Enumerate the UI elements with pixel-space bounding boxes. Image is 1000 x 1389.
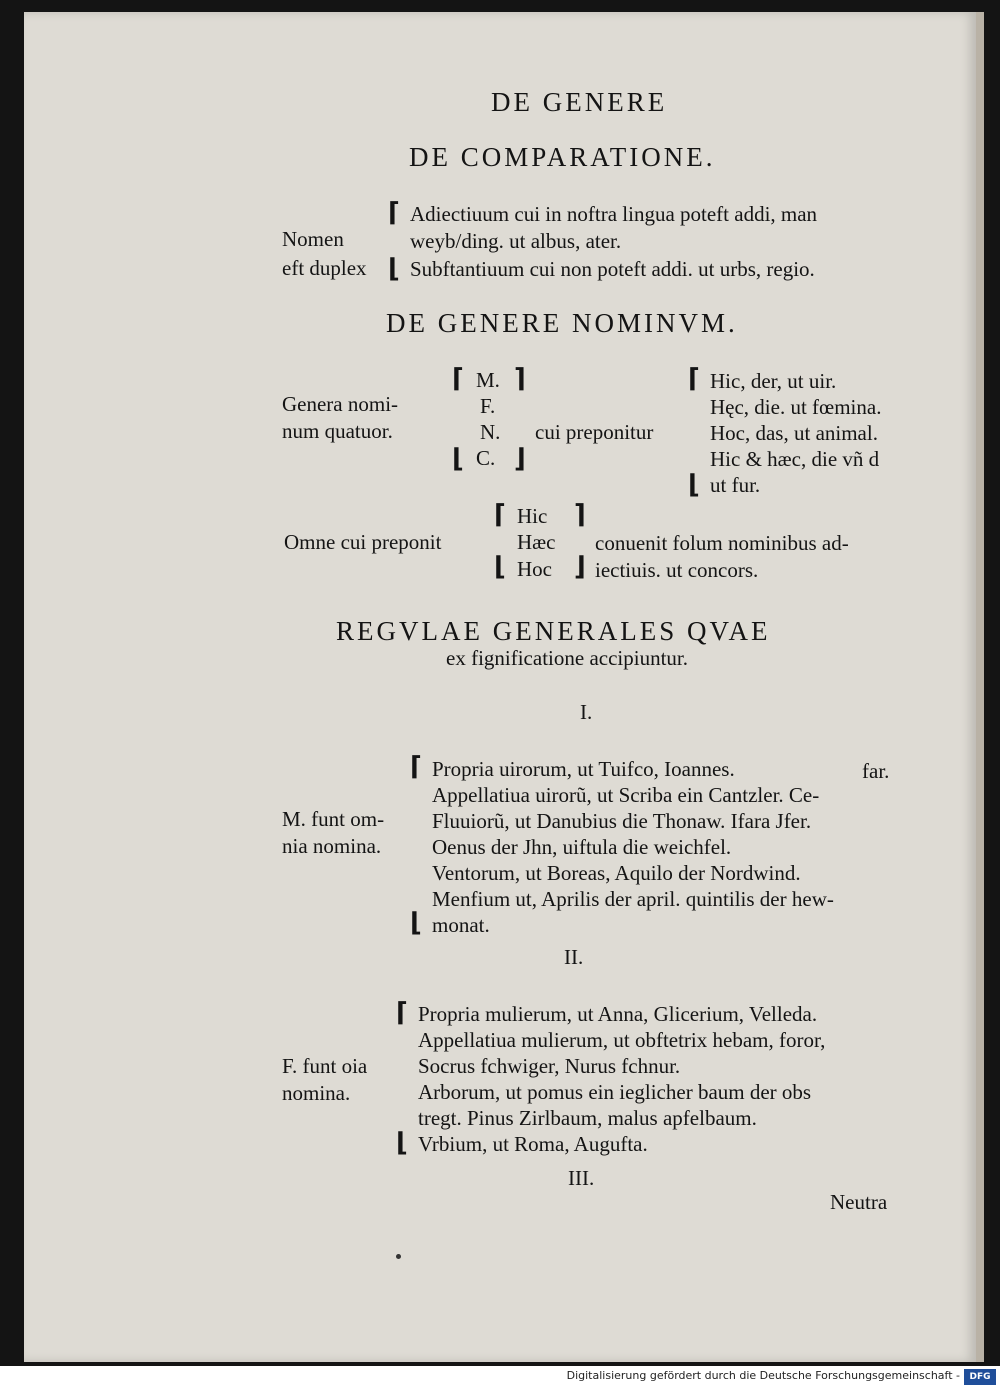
rule1-line-4: Oenus der Jhn, uiftula die weichfel. bbox=[432, 835, 732, 859]
section1-left-line-1: Nomen bbox=[282, 227, 344, 251]
section-title-genere-nominum: DE GENERE NOMINVM. bbox=[386, 308, 738, 338]
omne-right-line-1: conuenit folum nominibus ad- bbox=[595, 531, 849, 555]
brace-top: ⌈ bbox=[388, 198, 400, 228]
rule2-left-line-2: nomina. bbox=[282, 1081, 351, 1105]
section1-left-line-2: eft duplex bbox=[282, 256, 367, 280]
dfg-logo-icon: DFG bbox=[964, 1369, 996, 1385]
article-line-2: Hęc, die. ut fœmina. bbox=[710, 395, 882, 419]
cui-preponitur: cui preponitur bbox=[535, 420, 654, 444]
brace-top: ⌈ bbox=[688, 364, 700, 394]
brace-bottom-right: ⌋ bbox=[514, 444, 526, 474]
article-line-3: Hoc, das, ut animal. bbox=[710, 421, 878, 445]
brace-bottom: ⌊ bbox=[410, 908, 422, 938]
gender-letter-m: M. bbox=[476, 368, 500, 392]
gender-letter-n: N. bbox=[480, 420, 501, 444]
brace-bottom: ⌊ bbox=[452, 444, 464, 474]
book-page bbox=[24, 12, 984, 1362]
section-title-regulae: REGVLAE GENERALES QVAE bbox=[336, 616, 771, 646]
brace-top-right: ⌉ bbox=[514, 364, 526, 394]
rule2-line-4: Arborum, ut pomus ein ieglicher baum der obs bbox=[418, 1080, 812, 1104]
article-line-5: ut fur. bbox=[710, 473, 761, 497]
rule1-left-line-2: nia nomina. bbox=[282, 834, 382, 858]
brace-top-right: ⌉ bbox=[574, 500, 586, 530]
brace-top: ⌈ bbox=[452, 364, 464, 394]
brace-bottom: ⌊ bbox=[688, 470, 700, 500]
rule1-line-7: monat. bbox=[432, 913, 490, 937]
brace-bottom: ⌊ bbox=[396, 1128, 408, 1158]
brace-top: ⌈ bbox=[396, 998, 408, 1028]
rule2-line-6: Vrbium, ut Roma, Augufta. bbox=[418, 1132, 648, 1156]
brace-bottom: ⌊ bbox=[494, 552, 506, 582]
omne-right-line-2: iectiuis. ut concors. bbox=[595, 558, 759, 582]
section2-left-line-1: Genera nomi- bbox=[282, 392, 399, 416]
article-line-1: Hic, der, ut uir. bbox=[710, 369, 837, 393]
rule1-line-6: Menfium ut, Aprilis der april. quintilis der hew- bbox=[432, 887, 834, 911]
section1-right-line-3: Subftantiuum cui non poteft addi. ut urbs, regio. bbox=[410, 257, 815, 281]
rule2-line-1: Propria mulierum, ut Anna, Glicerium, Velleda. bbox=[418, 1002, 818, 1026]
rule1-line-2: Appellatiua uirorũ, ut Scriba ein Cantzler. Ce- bbox=[432, 783, 820, 807]
article-line-4: Hic & hæc, die vñ d bbox=[710, 447, 880, 471]
section1-right-line-1: Adiectiuum cui in noftra lingua poteft addi, man bbox=[410, 202, 818, 226]
pronoun-hic: Hic bbox=[517, 504, 548, 528]
rule1-left-line-1: M. funt om- bbox=[282, 807, 385, 831]
brace-bottom-right: ⌋ bbox=[574, 552, 586, 582]
rule-numeral-3: III. bbox=[568, 1166, 595, 1190]
gender-letter-f: F. bbox=[480, 394, 496, 418]
footer-bar bbox=[0, 1366, 1000, 1389]
rule1-line-5: Ventorum, ut Boreas, Aquilo der Nordwind. bbox=[432, 861, 801, 885]
section-title-comparatione: DE COMPARATIONE. bbox=[409, 142, 716, 172]
catchword: Neutra bbox=[830, 1190, 888, 1214]
rule1-line-3: Fluuiorũ, ut Danubius die Thonaw. Ifara Jfer. bbox=[432, 809, 812, 833]
margin-note: far. bbox=[862, 759, 890, 783]
ink-dot bbox=[396, 1254, 401, 1259]
running-head: DE GENERE bbox=[491, 87, 668, 117]
section-subtitle: ex fignificatione accipiuntur. bbox=[446, 646, 688, 670]
rule1-line-1: Propria uirorum, ut Tuifco, Ioannes. bbox=[432, 757, 735, 781]
rule-numeral-1: I. bbox=[580, 700, 593, 724]
rule-numeral-2: II. bbox=[564, 945, 584, 969]
pronoun-hoc: Hoc bbox=[517, 557, 552, 581]
brace-bottom: ⌊ bbox=[388, 254, 400, 284]
rule2-left-line-1: F. funt oia bbox=[282, 1054, 368, 1078]
rule2-line-5: tregt. Pinus Zirlbaum, malus apfelbaum. bbox=[418, 1106, 757, 1130]
rule2-line-3: Socrus fchwiger, Nurus fchnur. bbox=[418, 1054, 681, 1078]
gender-letter-c: C. bbox=[476, 446, 496, 470]
pronoun-haec: Hæc bbox=[517, 530, 556, 554]
brace-top: ⌈ bbox=[410, 752, 422, 782]
rule2-line-2: Appellatiua mulierum, ut obftetrix hebam, foror, bbox=[418, 1028, 826, 1052]
omne-left: Omne cui preponit bbox=[284, 530, 442, 554]
brace-top: ⌈ bbox=[494, 500, 506, 530]
section1-right-line-2: weyb/ding. ut albus, ater. bbox=[410, 229, 622, 253]
section2-left-line-2: num quatuor. bbox=[282, 419, 393, 443]
footer-credit: Digitalisierung gefördert durch die Deutsche Forschungsgemeinschaft - bbox=[566, 1369, 960, 1382]
